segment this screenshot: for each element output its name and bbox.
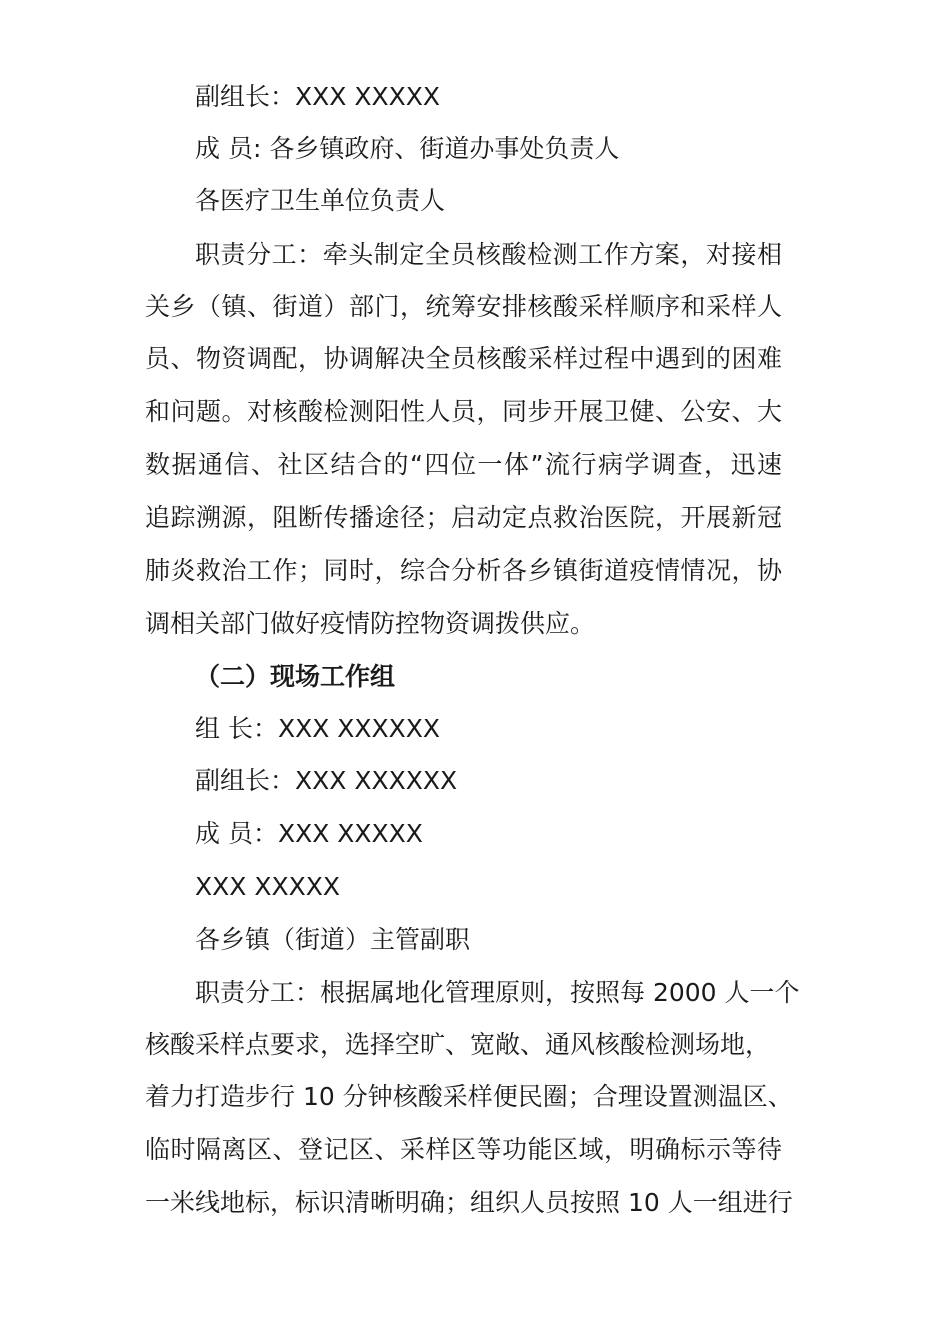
duty-paragraph-line: 关乡（镇、街道）部门，统筹安排核酸采样顺序和采样人 bbox=[145, 292, 782, 321]
deputy-leader-line: 副组长：XXX XXXXX bbox=[195, 82, 440, 111]
duty-paragraph-line: 肺炎救治工作；同时，综合分析各乡镇街道疫情情况，协 bbox=[145, 556, 782, 585]
duty-paragraph-line: 员、物资调配，协调解决全员核酸采样过程中遇到的困难 bbox=[145, 344, 782, 373]
members-continuation-line: 各乡镇（街道）主管副职 bbox=[195, 925, 471, 954]
members-line: 成 员: 各乡镇政府、街道办事处负责人 bbox=[195, 134, 620, 163]
duty-paragraph-line: 临时隔离区、登记区、采样区等功能区域，明确标示等待 bbox=[145, 1135, 782, 1164]
duty-paragraph-line: 数据通信、社区结合的“四位一体”流行病学调查，迅速 bbox=[145, 450, 782, 479]
deputy-leader-line: 副组长：XXX XXXXXX bbox=[195, 766, 458, 795]
duty-paragraph-line: 职责分工：根据属地化管理原则，按照每 2000 人一个 bbox=[195, 978, 800, 1007]
duty-paragraph-line: 职责分工：牵头制定全员核酸检测工作方案，对接相 bbox=[195, 240, 782, 269]
members-continuation-line: 各医疗卫生单位负责人 bbox=[195, 186, 446, 215]
duty-paragraph-line: 一米线地标，标识清晰明确；组织人员按照 10 人一组进行 bbox=[145, 1188, 793, 1217]
duty-paragraph-line: 追踪溯源，阻断传播途径；启动定点救治医院，开展新冠 bbox=[145, 503, 782, 532]
duty-paragraph-line: 着力打造步行 10 分钟核酸采样便民圈；合理设置测温区、 bbox=[145, 1082, 793, 1111]
members-line: 成 员：XXX XXXXX bbox=[195, 819, 423, 848]
duty-paragraph-line: 和问题。对核酸检测阳性人员，同步开展卫健、公安、大 bbox=[145, 397, 782, 426]
leader-line: 组 长：XXX XXXXXX bbox=[195, 714, 441, 743]
duty-paragraph-line: 核酸采样点要求，选择空旷、宽敞、通风核酸检测场地， bbox=[145, 1030, 771, 1059]
members-continuation-line: XXX XXXXX bbox=[195, 872, 340, 901]
duty-paragraph-line: 调相关部门做好疫情防控物资调拨供应。 bbox=[145, 609, 596, 638]
section-heading: （二）现场工作组 bbox=[195, 662, 396, 691]
